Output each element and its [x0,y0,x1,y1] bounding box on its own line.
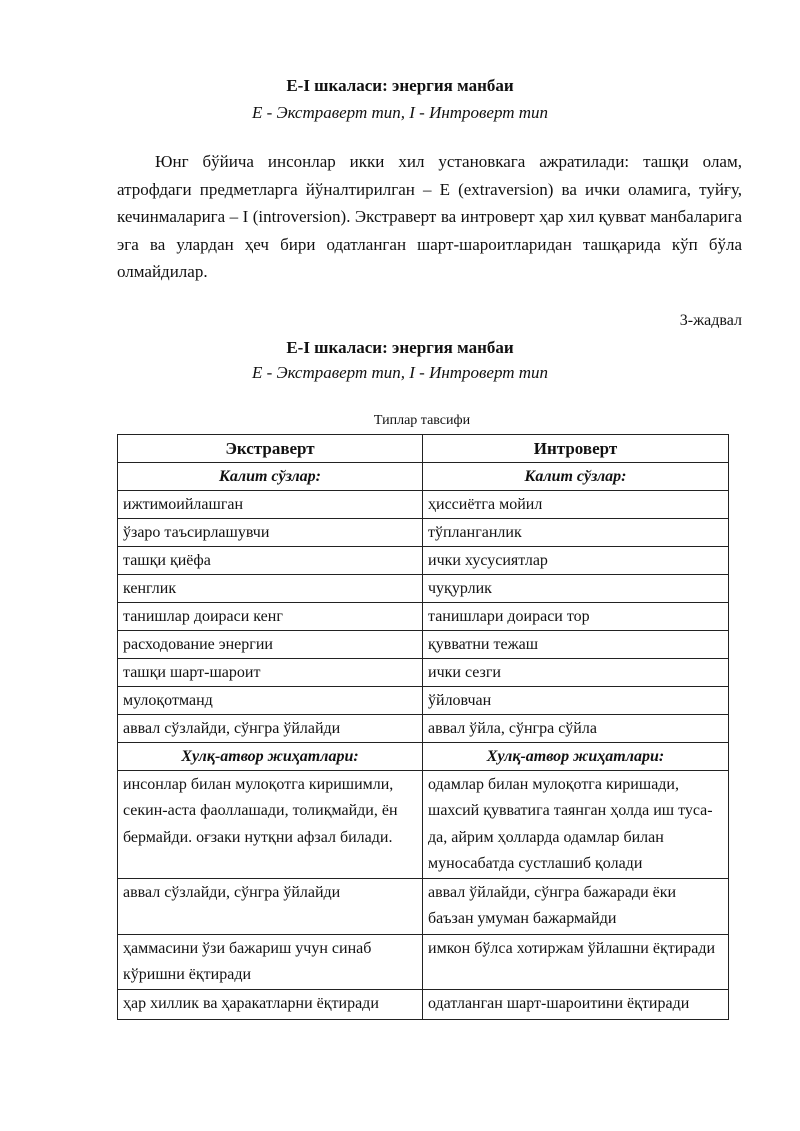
table-cell: танишлар доираси кенг [118,603,423,631]
table-cell: танишлари доираси тор [423,603,729,631]
table-number: 3-жадвал [679,312,742,329]
subheader-keywords-introvert: Калит сўзлар: [423,463,729,491]
table-cell: ички хусусиятлар [423,547,729,575]
table-row [118,990,729,1019]
table-cell: ўйловчан [423,687,729,715]
table-cell: кенглик [118,575,423,603]
table-cell: ташқи шарт-шароит [118,659,423,687]
table-cell: ҳаммасини ўзи бажариш учун синаб кўришни ёқтиради [118,934,423,990]
header-introvert: Интроверт [423,435,729,463]
types-table [117,434,729,1020]
subheader-keywords-extravert: Калит сўзлар: [118,463,423,491]
table-cell: тўпланганлик [423,519,729,547]
table-header-row [118,435,729,463]
table-cell: расходование энергии [118,631,423,659]
table-row [118,934,729,990]
table-cell: инсонлар билан мулоқотга киришимли, секин-аста фаоллашади, толиқмайди, ён бермайди. оғзаки нутқни афзал билади. [118,771,423,879]
subheader-behavior-extravert: Хулқ-атвор жиҳатлари: [118,743,423,771]
table-caption: Типлар тавсифи [373,413,471,428]
table-title: E-I шкаласи: энергия манбаи [286,338,514,357]
table-cell: аввал сўзлайди, сўнгра ўйлайди [118,715,423,743]
table-row [118,879,729,935]
table-cell: одамлар билан мулоқотга киришади, шахсий қувватига таянган ҳолда иш туса-да, айрим ҳолларда одамлар билан муносабатда сустлашиб қолади [423,771,729,879]
table-cell: ижтимоийлашган [118,491,423,519]
table-row [118,631,729,659]
table-row [118,547,729,575]
table-cell: ҳиссиётга мойил [423,491,729,519]
table-row [118,771,729,879]
subheader-row [118,743,729,771]
table-cell: аввал ўйла, сўнгра сўйла [423,715,729,743]
table-row [118,491,729,519]
table-row [118,603,729,631]
section-subtitle: E - Экстраверт тип, I - Интроверт тип [251,103,549,122]
table-row [118,659,729,687]
table-row [118,687,729,715]
table-row [118,715,729,743]
table-cell: ташқи қиёфа [118,547,423,575]
table-cell: ўзаро таъсирлашувчи [118,519,423,547]
subheader-row [118,463,729,491]
subheader-behavior-introvert: Хулқ-атвор жиҳатлари: [423,743,729,771]
table-cell: қувватни тежаш [423,631,729,659]
table-cell: одатланган шарт-шароитини ёқтиради [423,990,729,1019]
header-extravert: Экстраверт [118,435,423,463]
table-cell: мулоқотманд [118,687,423,715]
table-row [118,519,729,547]
table-cell: чуқурлик [423,575,729,603]
table-cell: ҳар хиллик ва ҳаракатларни ёқтиради [118,990,423,1019]
section-title: E-I шкаласи: энергия манбаи [286,76,514,95]
table-row [118,575,729,603]
table-cell: имкон бўлса хотиржам ўйлашни ёқтиради [423,934,729,990]
table-cell: ички сезги [423,659,729,687]
intro-paragraph: Юнг бўйича инсонлар икки хил установкага ажратилади: ташқи олам, атрофдаги предметларга йўналтирилган – E (extraversion) ва ички оламига, туйғу, кечинмаларига – I (introversion). Экстраверт ва интроверт ҳар хил қувват манбаларига эга ва улардан ҳеч бири одатланган шарт-шароитларидан ташқарида кўп бўла олмайдилар. [117,152,742,281]
table-cell: аввал сўзлайди, сўнгра ўйлайди [118,879,423,935]
table-cell: аввал ўйлайди, сўнгра бажаради ёки баъзан умуман бажармайди [423,879,729,935]
table-subtitle: E - Экстраверт тип, I - Интроверт тип [251,363,549,382]
